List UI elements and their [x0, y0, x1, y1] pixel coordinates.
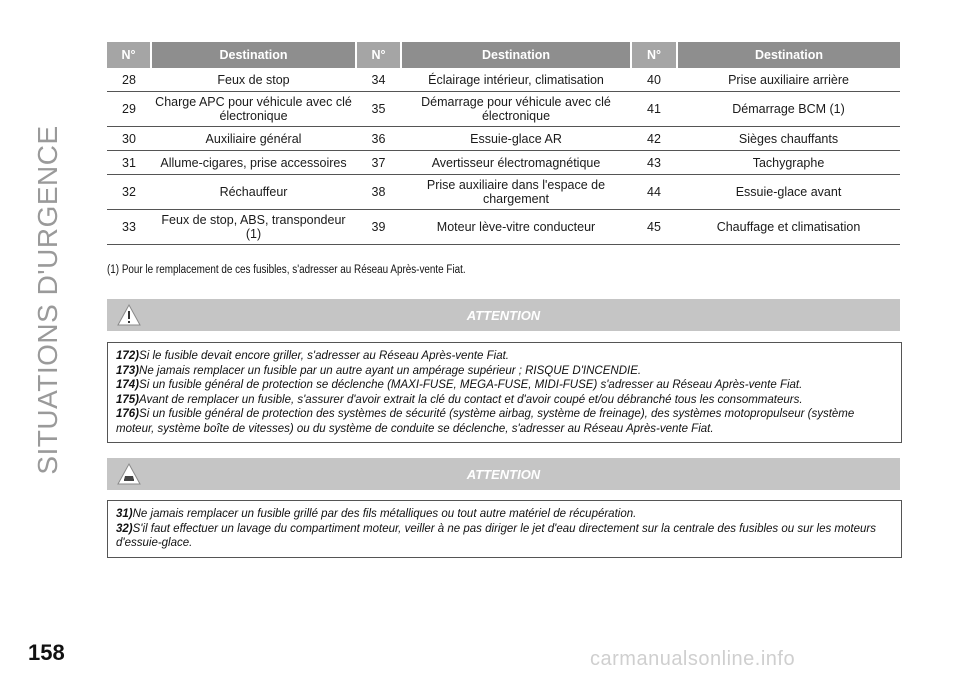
table-cell: 30 [107, 127, 151, 151]
warning-ref: 176) [116, 408, 140, 420]
warning-text: Ne jamais remplacer un fusible par un autre ayant un ampérage supérieur ; RISQUE D'INCENDIE. [139, 364, 642, 377]
table-cell: Éclairage intérieur, climatisation [401, 68, 631, 92]
table-cell: Auxiliaire général [151, 127, 356, 151]
warning-header [107, 299, 900, 331]
table-cell: Feux de stop [151, 68, 356, 92]
table-cell: Réchauffeur [151, 175, 356, 210]
table-header-row [107, 42, 900, 68]
table-cell: 39 [356, 210, 401, 245]
section-title: SITUATIONS D'URGENCE [32, 125, 63, 475]
table-row [107, 68, 900, 92]
warning-text: Si le fusible devait encore griller, s'adresser au Réseau Après-vente Fiat. [139, 350, 509, 362]
warning-body [107, 342, 902, 443]
table-cell: 43 [631, 151, 677, 175]
table-cell: 31 [107, 151, 151, 175]
warning-item [116, 393, 893, 408]
table-cell: 44 [631, 175, 677, 210]
table-row [107, 127, 900, 151]
table-cell: 38 [356, 175, 401, 210]
warning-text: Si un fusible général de protection se déclenche (MAXI-FUSE, MEGA-FUSE, MIDI-FUSE) s'adresser au Réseau Après-vente Fiat. [139, 379, 803, 391]
warning-text: Si un fusible général de protection des systèmes de sécurité (système airbag, système de freinage), des systèmes motopropulseur (système moteur, système boîte de vitesses) ou du système de conduite se déclenche, s'adresser au Réseau Après-vente Fiat. [116, 408, 855, 435]
table-cell: 40 [631, 68, 677, 92]
warning-body [107, 500, 902, 558]
warning-item [116, 407, 893, 436]
column-header: Destination [151, 42, 356, 68]
table-row [107, 175, 900, 210]
table-cell: 41 [631, 92, 677, 127]
table-cell: Allume-cigares, prise accessoires [151, 151, 356, 175]
table-cell: Essuie-glace avant [677, 175, 900, 210]
warning-ref: 175) [116, 393, 140, 406]
table-cell: 34 [356, 68, 401, 92]
warning-ref: 174) [116, 379, 140, 391]
table-footnote: (1) Pour le remplacement de ces fusibles, s'adresser au Réseau Après-vente Fiat. [107, 264, 466, 276]
column-header: N° [356, 42, 401, 68]
warning-item [116, 349, 893, 364]
warning-header [107, 458, 900, 490]
warning-ref: 32) [116, 522, 133, 535]
warning-text: Ne jamais remplacer un fusible grillé par des fils métalliques ou tout autre matériel de récupération. [132, 508, 637, 520]
table-row [107, 92, 900, 127]
warning-ref: 31) [116, 508, 133, 520]
table-cell: 28 [107, 68, 151, 92]
warning-title: ATTENTION [466, 308, 541, 323]
page-number: 158 [28, 640, 65, 665]
column-header: Destination [677, 42, 900, 68]
warning-item [116, 522, 893, 551]
table-cell: Chauffage et climatisation [677, 210, 900, 245]
warning-title: ATTENTION [466, 467, 541, 482]
warning-text: Avant de remplacer un fusible, s'assurer d'avoir extrait la clé du contact et d'avoir coupé et/ou débranché tous les consommateurs. [139, 393, 803, 406]
table-cell: Essuie-glace AR [401, 127, 631, 151]
table-cell: 42 [631, 127, 677, 151]
table-cell: Démarrage pour véhicule avec clé électronique [401, 92, 631, 127]
warning-item [116, 507, 893, 522]
table-cell: Prise auxiliaire arrière [677, 68, 900, 92]
warning-text: S'il faut effectuer un lavage du compartiment moteur, veiller à ne pas diriger le jet d'eau directement sur la centrale des fusibles ou sur les moteurs d'essuie-glace. [116, 522, 876, 549]
table-cell: 32 [107, 175, 151, 210]
table-cell: 45 [631, 210, 677, 245]
table-cell: 36 [356, 127, 401, 151]
table-row [107, 151, 900, 175]
table-cell: Tachygraphe [677, 151, 900, 175]
column-header: N° [107, 42, 151, 68]
fuse-table [107, 42, 900, 245]
column-header: Destination [401, 42, 631, 68]
warning-ref: 173) [116, 364, 140, 377]
table-cell: 33 [107, 210, 151, 245]
warning-ref: 172) [116, 350, 140, 362]
warning-item [116, 364, 893, 379]
table-row [107, 210, 900, 245]
column-header: N° [631, 42, 677, 68]
table-cell: 37 [356, 151, 401, 175]
table-cell: 35 [356, 92, 401, 127]
table-cell: Sièges chauffants [677, 127, 900, 151]
table-cell: Charge APC pour véhicule avec clé électronique [151, 92, 356, 127]
table-cell: Moteur lève-vitre conducteur [401, 210, 631, 245]
watermark: carmanualsonline.info [590, 648, 796, 670]
table-cell: 29 [107, 92, 151, 127]
table-cell: Démarrage BCM (1) [677, 92, 900, 127]
table-cell: Prise auxiliaire dans l'espace de chargement [401, 175, 631, 210]
warning-item [116, 378, 893, 393]
table-cell: Avertisseur électromagnétique [401, 151, 631, 175]
table-cell: Feux de stop, ABS, transpondeur (1) [151, 210, 356, 245]
